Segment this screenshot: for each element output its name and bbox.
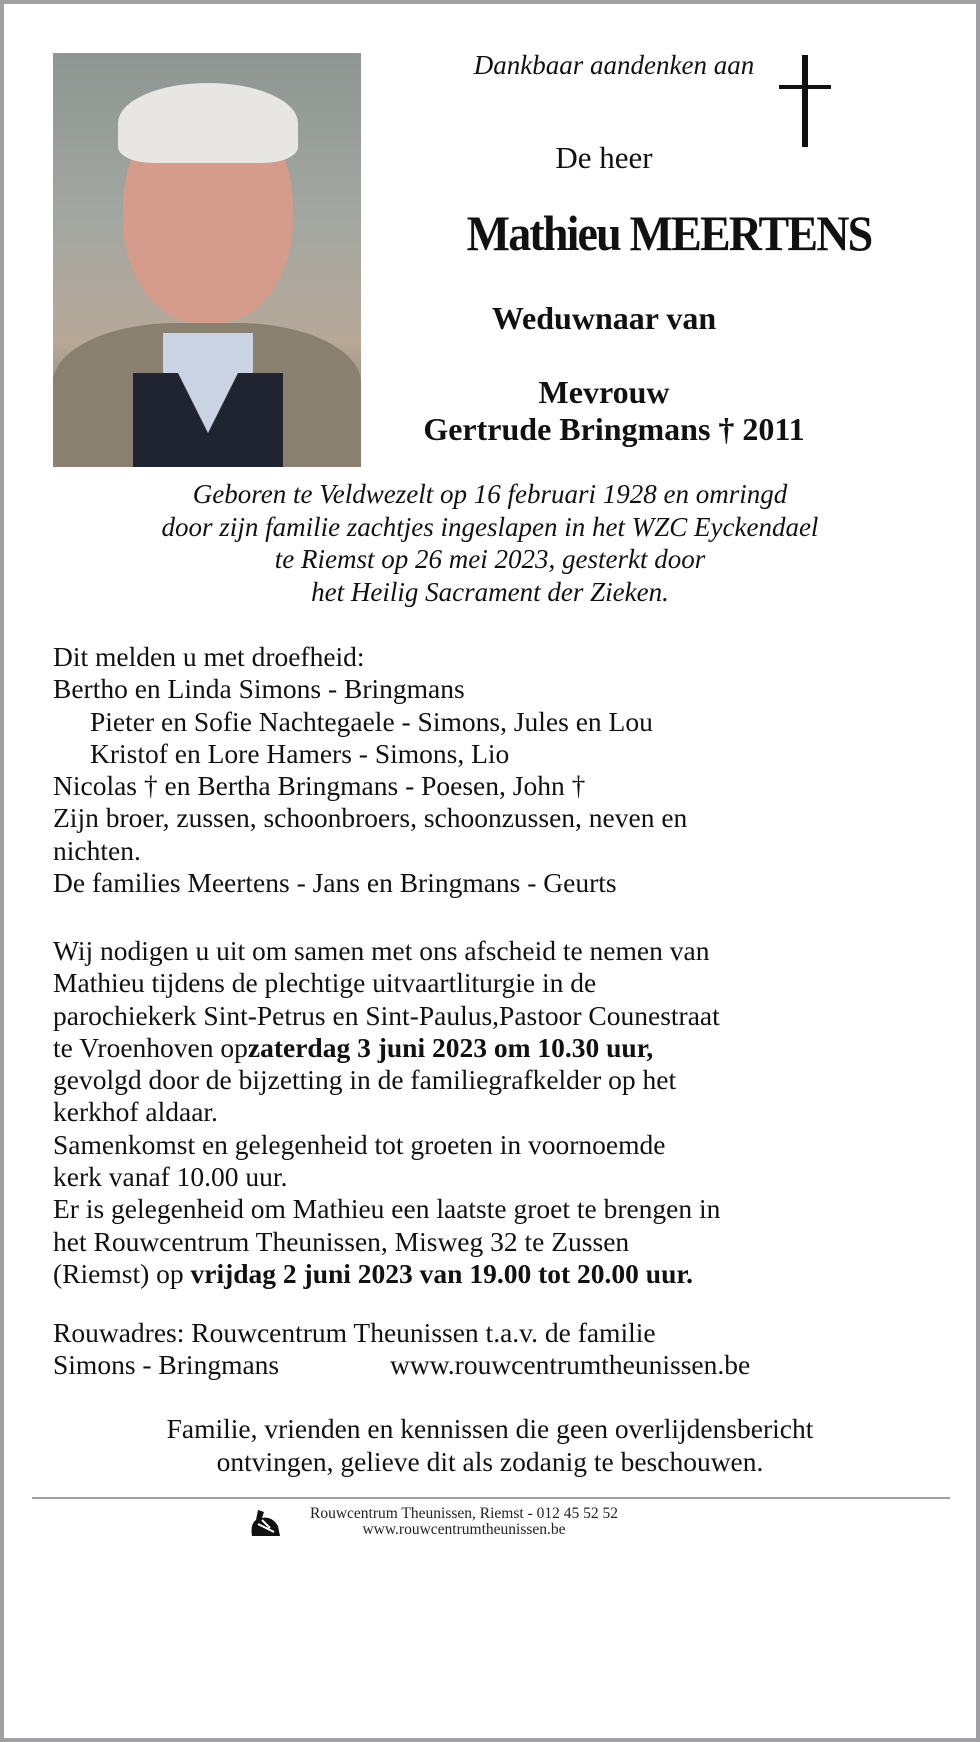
text-line: Geboren te Veldwezelt op 16 februari 1928 en omringd (192, 479, 788, 509)
text-line: De families Meertens - Jans en Bringmans - Geurts (53, 867, 617, 899)
text-line: parochiekerk Sint-Petrus en Sint-Paulus,Pastoor Counestraat (53, 999, 720, 1031)
text-line: Dit melden u met droefheid: (53, 641, 365, 672)
text-line: Familie, vrienden en kennissen die geen overlijdensbericht (166, 1413, 814, 1444)
text-line: Samenkomst en gelegenheid tot groeten in voornoemde (53, 1128, 666, 1160)
text-line: kerk vanaf 10.00 uur. (53, 1161, 288, 1193)
text-span: (Riemst) op (53, 1257, 191, 1289)
text-line: Nicolas † en Bertha Bringmans - Poesen, John † (53, 770, 586, 802)
text-line: het Heilig Sacrament der Zieken. (311, 576, 669, 607)
visitation-date: vrijdag 2 juni 2023 van 19.00 tot 20.00 uur. (190, 1257, 693, 1289)
text-line: Simons - Bringmans (53, 1349, 280, 1381)
portrait-photo (53, 53, 361, 467)
text-line (53, 1032, 720, 1064)
closing-text (4, 1413, 976, 1478)
text-line: gevolgd door de bijzetting in de familiegrafkelder op het (53, 1064, 677, 1096)
relation-text: Weduwnaar van (491, 300, 717, 336)
text-line: Er is gelegenheid om Mathieu een laatste groet te brengen in (53, 1193, 721, 1225)
text-line: te Riemst op 26 mei 2023, gesterkt door (274, 544, 706, 574)
text-line: Kristof en Lore Hamers - Simons, Lio (90, 737, 510, 769)
text-line: Bertho en Linda Simons - Bringmans (53, 673, 465, 705)
text-line: Wij nodigen u uit om samen met ons afscheid te nemen van (53, 935, 710, 966)
text-span: te Vroenhoven op (53, 1031, 248, 1063)
footer-website[interactable]: www.rouwcentrumtheunissen.be (362, 1521, 566, 1538)
funeral-date: zaterdag 3 juni 2023 om 10.30 uur, (247, 1031, 654, 1063)
birth-death-text (4, 478, 976, 608)
funeral-home-logo-icon (248, 1506, 282, 1540)
text-line: door zijn familie zachtjes ingeslapen in het WZC Eyckendael (161, 511, 819, 542)
text-line (53, 1258, 720, 1290)
footer-divider (32, 1497, 950, 1499)
spouse-name: Gertrude Bringmans † 2011 (423, 411, 805, 447)
text-line: kerkhof aldaar. (53, 1096, 218, 1128)
text-line: ontvingen, gelieve dit als zodanig te beschouwen. (216, 1445, 764, 1477)
text-line: Mathieu tijdens de plechtige uitvaartliturgie in de (53, 967, 597, 999)
obituary-card (4, 4, 976, 1738)
deceased-name: Mathieu MEERTENS (466, 205, 872, 261)
family-list (53, 641, 687, 899)
title-prefix: De heer (555, 140, 653, 175)
website-link[interactable]: www.rouwcentrumtheunissen.be (390, 1349, 751, 1380)
text-line: Rouwadres: Rouwcentrum Theunissen t.a.v. de familie (53, 1317, 656, 1348)
intro-text: Dankbaar aandenken aan (473, 50, 755, 80)
spouse-title: Mevrouw (538, 374, 670, 410)
funeral-details (53, 935, 720, 1290)
footer-text (284, 1506, 644, 1538)
text-line: Zijn broer, zussen, schoonbroers, schoonzussen, neven en (53, 802, 688, 834)
text-line: nichten. (53, 834, 141, 866)
text-line: het Rouwcentrum Theunissen, Misweg 32 te Zussen (53, 1225, 630, 1257)
text-line: Pieter en Sofie Nachtegaele - Simons, Jules en Lou (90, 705, 653, 737)
footer-contact: Rouwcentrum Theunissen, Riemst - 012 45 52 52 (310, 1505, 618, 1522)
